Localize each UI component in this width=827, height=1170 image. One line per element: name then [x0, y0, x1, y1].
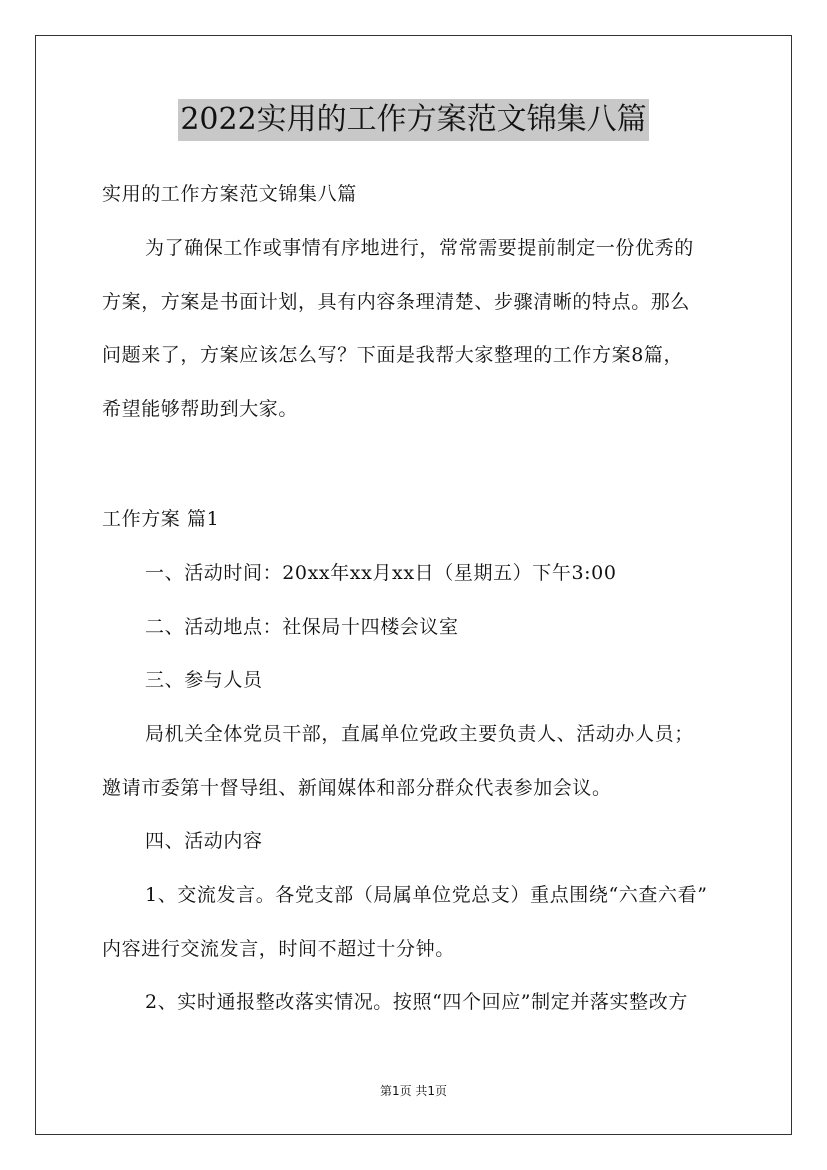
document-title-container: [0, 99, 827, 141]
document-subtitle: 实用的工作方案范文锦集八篇: [102, 183, 357, 205]
section-heading: 工作方案 篇1: [102, 508, 220, 530]
content-item-1-line-2: 内容进行交流发言，时间不超过十分钟。: [102, 938, 455, 960]
intro-line-4: 希望能够帮助到大家。: [102, 398, 299, 420]
intro-line-3: 问题来了，方案应该怎么写？下面是我帮大家整理的工作方案8篇，: [102, 344, 684, 366]
activity-time: 一、活动时间：20xx年xx月xx日（星期五）下午3:00: [145, 562, 617, 584]
participants-line-1: 局机关全体党员干部，直属单位党政主要负责人、活动办人员；: [145, 723, 694, 745]
participants-line-2: 邀请市委第十督导组、新闻媒体和部分群众代表参加会议。: [102, 777, 612, 799]
intro-line-1: 为了确保工作或事情有序地进行，常常需要提前制定一份优秀的: [145, 237, 694, 259]
intro-line-2: 方案，方案是书面计划，具有内容条理清楚、步骤清晰的特点。那么: [102, 291, 691, 313]
participants-heading: 三、参与人员: [145, 669, 263, 691]
content-item-1-line-1: 1、交流发言。各党支部（局属单位党总支）重点围绕“六查六看”: [145, 884, 708, 906]
document-title: 2022实用的工作方案范文锦集八篇: [178, 99, 648, 141]
page-footer: 第1页 共1页: [379, 1084, 448, 1098]
content-heading: 四、活动内容: [145, 830, 263, 852]
activity-location: 二、活动地点：社保局十四楼会议室: [145, 616, 459, 638]
content-item-2-line-1: 2、实时通报整改落实情况。按照“四个回应”制定并落实整改方: [145, 991, 688, 1013]
